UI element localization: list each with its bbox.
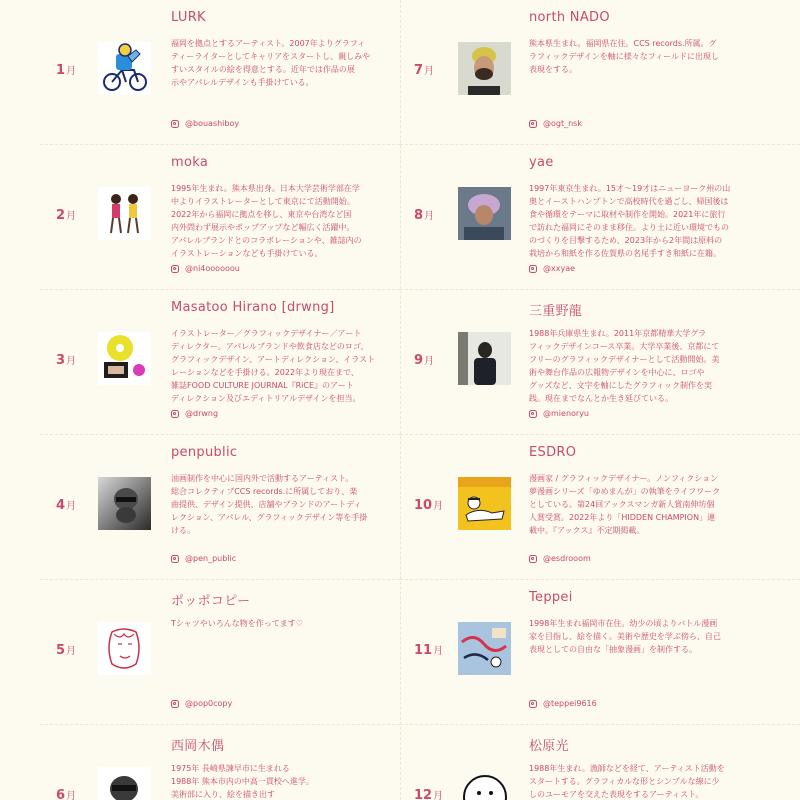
artist-bio: Tシャツやいろんな物を作ってます♡: [171, 619, 303, 628]
artist-entry-june: [40, 725, 400, 800]
artist-name: LURK: [171, 10, 206, 25]
artist-name: 西岡木偶: [171, 739, 225, 754]
cyclist-illustration: [98, 42, 151, 95]
yellow-comic-illustration: [458, 477, 511, 530]
month-label: 4月: [56, 498, 77, 513]
month-label: 12月: [414, 788, 444, 800]
instagram-link[interactable]: @esdrooom: [529, 554, 591, 563]
man-in-room-photo: [458, 332, 511, 385]
instagram-link[interactable]: @pen_public: [171, 554, 236, 563]
artist-entry-march: [40, 290, 400, 435]
month-label: 5月: [56, 643, 77, 658]
line-drawing-face: [98, 622, 151, 675]
month-label: 7月: [414, 63, 435, 78]
abstract-manga-painting: [458, 622, 511, 675]
artist-name: moka: [171, 155, 209, 170]
artist-entry-july: [400, 0, 760, 145]
instagram-icon: [529, 700, 537, 708]
instagram-icon: [171, 410, 179, 418]
artist-entry-august: [400, 145, 760, 290]
month-label: 6月: [56, 788, 77, 800]
artist-bio: 1975年 長崎県諫早市に生まれる 1988年 熊本市内の中高一貫校へ進学。 美術部に入り、絵を描き出す: [171, 764, 314, 799]
artist-bio: 熊本県生まれ。福岡県在住。CCS records.所属。グ ラフィックデザインを軸に様々なフィールドに出現し 表現をする。: [529, 39, 719, 74]
instagram-icon: [171, 120, 179, 128]
instagram-link[interactable]: @pop0copy: [171, 699, 232, 708]
month-label: 10月: [414, 498, 444, 513]
artist-name: ESDRO: [529, 445, 577, 460]
artist-entry-september: [400, 290, 760, 435]
artist-entry-february: [40, 145, 400, 290]
instagram-link[interactable]: @drwng: [171, 409, 218, 418]
artist-bio: 1988年生まれ。漁師などを経て、アーティスト活動を スタートする。グラフィカルな形とシンプルな線に少 しのユーモアを交えた表現をするアーティスト。: [529, 764, 725, 799]
month-label: 8月: [414, 208, 435, 223]
artist-entry-october: [400, 435, 760, 580]
artist-name: Masatoo Hirano [drwng]: [171, 300, 335, 315]
month-label: 3月: [56, 353, 77, 368]
two-girls-illustration: [98, 187, 151, 240]
instagram-icon: [529, 265, 537, 273]
instagram-icon: [529, 555, 537, 563]
donut-illustration: [98, 332, 151, 385]
sketch-portrait: [98, 767, 151, 800]
instagram-icon: [171, 555, 179, 563]
artist-name: north NADO: [529, 10, 610, 25]
instagram-link[interactable]: @xxyae: [529, 264, 575, 273]
artist-name: Teppei: [529, 590, 573, 605]
artist-name: ポッポコピー: [171, 594, 251, 609]
instagram-link[interactable]: @ni4oooooou: [171, 264, 240, 273]
month-label: 1月: [56, 63, 77, 78]
artist-entry-may: [40, 580, 400, 725]
instagram-icon: [529, 410, 537, 418]
instagram-icon: [171, 265, 179, 273]
instagram-icon: [171, 700, 179, 708]
artist-entry-april: [40, 435, 400, 580]
artist-bio: 1998年生まれ福岡市在住。幼少の頃よりバトル漫画 家を目指し、絵を描く。美術や歴史を学ぶ傍ら、自己 表現としての自由な「抽象漫画」を制作する。: [529, 619, 721, 654]
instagram-icon: [529, 120, 537, 128]
instagram-link[interactable]: @mienoryu: [529, 409, 589, 418]
instagram-link[interactable]: @ogt_nsk: [529, 119, 582, 128]
monochrome-portrait-photo: [98, 477, 151, 530]
artist-bio: 1988年兵庫県生まれ。2011年京都精華大学グラ フィックデザインコース卒業。大学卒業後、京都にて フリーのグラフィックデザイナーとして活動開始。美 術や舞台作品の広報物デザインを中心に、ロゴや グッズなど、文字を軸にしたグラフィック制作を実 践。現在までなんとか生き延びている。: [529, 329, 720, 403]
artist-name: penpublic: [171, 445, 238, 460]
instagram-link[interactable]: @teppei9616: [529, 699, 597, 708]
month-label: 9月: [414, 353, 435, 368]
artist-bio: 1997年東京生まれ。15才〜19才はニューヨーク州の山 奥とイーストハンプトンで高校時代を過ごし、帰国後は 食や循環をテーマに取材や制作を開始。2021年に旅行 で訪れた福岡にそのまま移住。より土に近い環境でもの のづくりを目撃するため、2023年から2年間は原料の 栽培から和紙を作る佐賀県の名尾手すき和紙に在籍。: [529, 184, 731, 258]
artist-name: 三重野龍: [529, 304, 583, 319]
woman-in-headscarf-photo: [458, 187, 511, 240]
instagram-link[interactable]: @bouashiboy: [171, 119, 239, 128]
month-label: 11月: [414, 643, 444, 658]
artist-bio: 福岡を拠点とするアーティスト。2007年よりグラフィ ティーライターとしてキャリアをスタートし、親しみや すいスタイルの絵を得意とする。近年では作品の展 示やアパレルデザインも手掛けている。: [171, 39, 371, 87]
artist-entry-november: [400, 580, 760, 725]
artist-entry-january: [40, 0, 400, 145]
month-label: 2月: [56, 208, 77, 223]
artist-bio: 油画制作を中心に国内外で活動するアーティスト。 総合コレクティブCCS records.に所属しており、楽 曲提供、デザイン提供、店舗やブランドのアートディ レクション、アパレル、グラフィックデザイン等を手掛 ける。: [171, 474, 368, 535]
artist-bio: 1995年生まれ。熊本県出身。日本大学芸術学部在学 中よりイラストレーターとして東京にて活動開始。 2022年から福岡に拠点を移し、東京や台湾など国 内外問わず展示やポップアップなど幅広く活躍中。 アパレルブランドとのコラボレーションや、雑誌内の イラストレーションなども手掛けている。: [171, 184, 362, 258]
artist-entry-december: [400, 725, 760, 800]
artist-name: yae: [529, 155, 554, 170]
round-face-logo: [458, 767, 511, 800]
bearded-man-photo: [458, 42, 511, 95]
artist-bio: 漫画家 / グラフィックデザイナー。ノンフィクション 夢漫画シリーズ「ゆめまんが」の執筆をライフワーク としている。第24回アックスマンガ新人賞南伸坊個 人賞受賞。2022年より「HIDDEN CHAMPION」連 載中。『アックス』不定期掲載。: [529, 474, 721, 535]
artist-name: 松原光: [529, 739, 569, 754]
artist-bio: イラストレーター／グラフィックデザイナー／アート ディレクター。アパレルブランドや飲食店などのロゴ、 グラフィックデザイン、アートディレクション、イラスト レーションなどを手掛ける。2022年より現在まで、 雑誌FOOD CULTURE JOURNAL『RiCE』のアート ディレクション及びエディトリアルデザインを担当。: [171, 329, 376, 403]
